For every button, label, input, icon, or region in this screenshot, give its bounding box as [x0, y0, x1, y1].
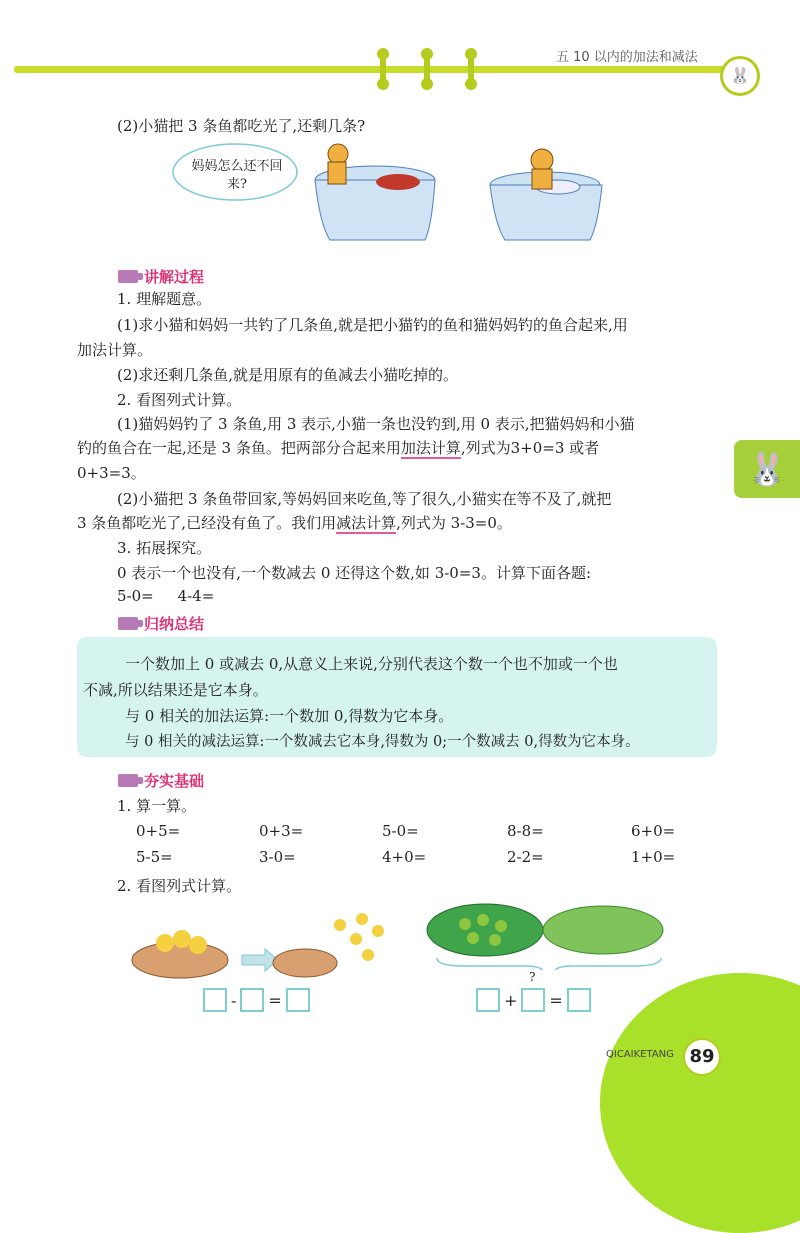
answer-box[interactable] [567, 988, 591, 1012]
explain-line: (1)求小猫和妈妈一共钓了几条鱼,就是把小猫钓的鱼和猫妈妈钓的鱼合起来,用 [117, 316, 628, 334]
section-title-practice [118, 770, 204, 791]
calc-item: 5-5= [136, 848, 173, 866]
mascot-icon: 🐰 [720, 56, 760, 96]
speech-bubble-text: 妈妈怎么还不回来? [191, 159, 283, 192]
calc-item: 4+0= [382, 848, 427, 866]
summary-box [77, 637, 717, 757]
calc-item: 8-8= [507, 822, 544, 840]
explain-line: 1. 理解题意。 [117, 290, 212, 308]
header-pin [468, 52, 474, 86]
chapter-title: 五 10 以内的加法和减法 [556, 50, 698, 65]
explain-line: (1)猫妈妈钓了 3 条鱼,用 3 表示,小猫一条也没钓到,用 0 表示,把猫妈妈和小猫 [117, 415, 635, 433]
equals-sign: = [549, 990, 563, 1010]
text-span: 钓的鱼合在一起,还是 3 条鱼。把两部分合起来用 [77, 439, 401, 457]
minus-sign: - [231, 990, 237, 1010]
header-pin [424, 52, 430, 86]
explain-line [77, 437, 599, 459]
rabbit-icon: 🐰 [747, 450, 787, 488]
explain-line: 3. 拓展探究。 [117, 539, 212, 557]
answer-box[interactable] [203, 988, 227, 1012]
summary-line: 不减,所以结果还是它本身。 [83, 681, 268, 699]
explain-line [77, 512, 512, 534]
explain-line: (2)求还剩几条鱼,就是用原有的鱼减去小猫吃掉的。 [117, 366, 459, 384]
answer-row-subtract [203, 988, 310, 1012]
calc-item: 6+0= [631, 822, 676, 840]
answer-box[interactable] [476, 988, 500, 1012]
text-span: ,列式为 3-3=0。 [396, 514, 512, 532]
question-mark: ? [529, 970, 536, 984]
plus-sign: + [504, 990, 518, 1010]
cats-illustration [170, 140, 620, 250]
text-span: 3 条鱼都吃光了,已经没有鱼了。我们用 [77, 514, 337, 532]
section-icon [118, 774, 138, 787]
side-tab [734, 440, 800, 498]
underlined-term: 减法计算 [336, 514, 397, 532]
explain-line: (2)小猫把 3 条鱼带回家,等妈妈回来吃鱼,等了很久,小猫实在等不及了,就把 [117, 490, 612, 508]
answer-row-add [476, 988, 591, 1012]
practice-heading: 2. 看图列式计算。 [117, 877, 242, 895]
section-icon [118, 617, 138, 630]
header-rule [14, 66, 740, 73]
equals-sign: = [268, 990, 282, 1010]
explain-line: 加法计算。 [77, 341, 153, 359]
section-title-summary [118, 613, 204, 634]
question-text: (2)小猫把 3 条鱼都吃光了,还剩几条? [117, 117, 366, 135]
calc-item: 2-2= [507, 848, 544, 866]
underlined-term: 加法计算 [400, 439, 461, 457]
explain-line: 5-0= 4-4= [117, 587, 215, 605]
summary-line: 与 0 相关的加法运算:一个数加 0,得数为它本身。 [125, 707, 454, 725]
header-pin [380, 52, 386, 86]
calc-item: 5-0= [382, 822, 419, 840]
practice-heading: 1. 算一算。 [117, 797, 197, 815]
answer-box[interactable] [240, 988, 264, 1012]
section-title-text: 讲解过程 [144, 268, 205, 286]
explain-line: 0 表示一个也没有,一个数减去 0 还得这个数,如 3-0=3。计算下面各题: [117, 564, 592, 582]
section-title-explain [118, 266, 204, 287]
footer-brand: QICAIKETANG [606, 1049, 674, 1060]
frogs-illustration [425, 900, 675, 970]
chicks-illustration [130, 905, 400, 985]
calc-item: 0+3= [259, 822, 304, 840]
calc-item: 3-0= [259, 848, 296, 866]
summary-line: 与 0 相关的减法运算:一个数减去它本身,得数为 0;一个数减去 0,得数为它本身。 [125, 734, 640, 750]
answer-box[interactable] [521, 988, 545, 1012]
corner-decoration [600, 973, 800, 1233]
section-title-text: 归纳总结 [144, 615, 205, 633]
section-title-text: 夯实基础 [144, 772, 205, 790]
calc-item: 0+5= [136, 822, 181, 840]
explain-line: 2. 看图列式计算。 [117, 391, 242, 409]
explain-line: 0+3=3。 [77, 464, 146, 482]
page-number: 89 [683, 1038, 721, 1076]
answer-box[interactable] [286, 988, 310, 1012]
text-span: ,列式为3+0=3 或者 [460, 439, 600, 457]
summary-line: 一个数加上 0 或减去 0,从意义上来说,分别代表这个数一个也不加或一个也 [125, 655, 618, 673]
section-icon [118, 270, 138, 283]
calc-item: 1+0= [631, 848, 676, 866]
